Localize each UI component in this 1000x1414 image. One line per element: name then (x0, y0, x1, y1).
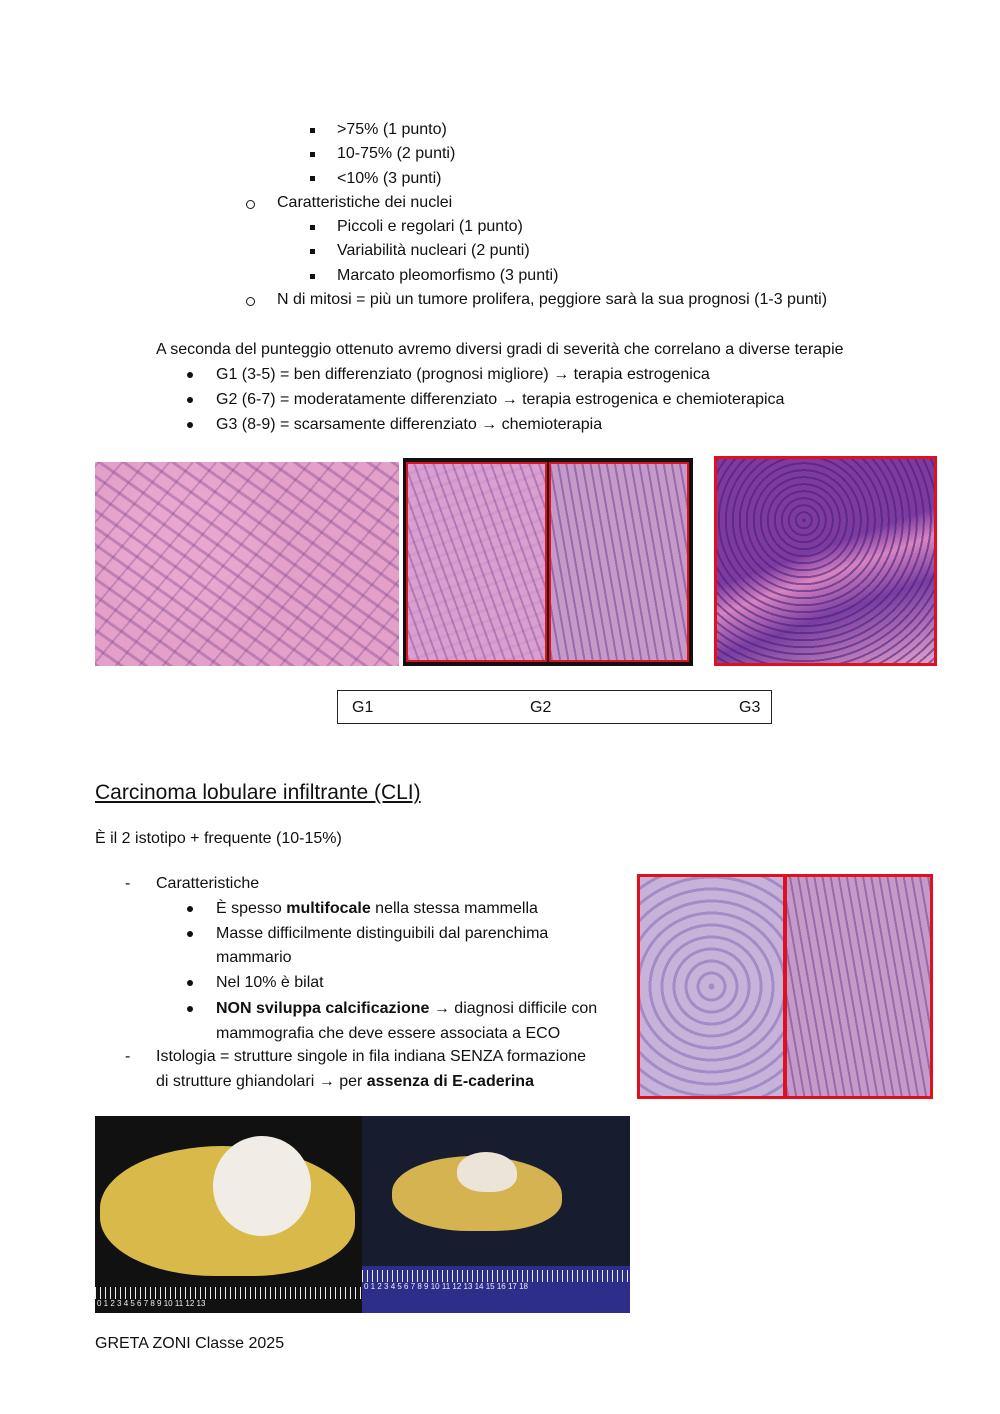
bullet-dot (187, 422, 193, 428)
ruler-numbers-left: 0 1 2 3 4 5 6 7 8 9 10 11 12 13 (97, 1299, 206, 1308)
severity-g2: G2 (6-7) = moderatamente differenziato → terapia estrogenica e chemioterapica (216, 391, 785, 408)
bullet-square (310, 152, 315, 157)
grade-labels-box (337, 690, 772, 724)
bullet-dot (187, 397, 193, 403)
nuclei-item-2: Variabilità nucleari (2 punti) (337, 242, 530, 259)
cli-intro: È il 2 istotipo + frequente (10-15%) (95, 830, 342, 847)
histology-cli-image (637, 874, 933, 1099)
histology-g1-image (95, 462, 399, 666)
bullet-dot (187, 1006, 193, 1012)
grade-label-g1: G1 (352, 699, 374, 716)
bullet-circle (246, 200, 255, 209)
bullet-square (310, 274, 315, 279)
nuclei-item-3: Marcato pleomorfismo (3 punti) (337, 267, 559, 284)
bullet-square (310, 225, 315, 230)
istologia-l1: Istologia = strutture singole in fila indiana SENZA formazione (156, 1048, 587, 1065)
gross-specimen-left-image (95, 1116, 362, 1313)
cli-bullet-masse-l1: Masse difficilmente distinguibili dal parenchima (216, 925, 549, 942)
bullet-circle (246, 297, 255, 306)
bullet-dot (187, 980, 193, 986)
cli-bullet-masse-l2: mammario (216, 949, 292, 966)
grade-label-g3: G3 (739, 699, 761, 716)
severity-g3: G3 (8-9) = scarsamente differenziato → chemioterapia (216, 416, 603, 433)
histology-g2-image (403, 458, 693, 666)
bullet-dot (187, 931, 193, 937)
cli-bullet-bilat: Nel 10% è bilat (216, 974, 324, 991)
percent-item-1: >75% (1 punto) (337, 121, 447, 138)
bullet-dot (187, 906, 193, 912)
severity-g1: G1 (3-5) = ben differenziato (prognosi migliore) → terapia estrogenica (216, 366, 710, 383)
istologia-l2: di strutture ghiandolari → per assenza di E-caderina (156, 1073, 534, 1090)
bullet-square (310, 128, 315, 133)
cli-bullet-calcificazione-l2: mammografia che deve essere associata a ECO (216, 1025, 561, 1042)
ruler-numbers-right: 0 1 2 3 4 5 6 7 8 9 10 11 12 13 14 15 16 17 18 (364, 1282, 528, 1291)
bullet-dot (187, 372, 193, 378)
bullet-square (310, 176, 315, 181)
percent-item-2: 10-75% (2 punti) (337, 145, 456, 162)
grade-label-g2: G2 (530, 699, 552, 716)
nuclei-title: Caratteristiche dei nuclei (277, 194, 453, 211)
footer-author: GRETA ZONI Classe 2025 (95, 1335, 285, 1352)
cli-bullet-calcificazione-l1: NON sviluppa calcificazione → diagnosi difficile con (216, 1000, 598, 1017)
cli-bullet-multifocale: È spesso multifocale nella stessa mammella (216, 900, 538, 917)
severity-intro: A seconda del punteggio ottenuto avremo diversi gradi di severità che correlano a diverse terapie (156, 341, 844, 358)
mitosi-item: N di mitosi = più un tumore prolifera, peggiore sarà la sua prognosi (1-3 punti) (277, 291, 828, 308)
gross-specimen-right-image (362, 1116, 630, 1313)
dash-bullet: - (125, 1048, 131, 1065)
percent-item-3: <10% (3 punti) (337, 170, 442, 187)
histology-g3-image (714, 456, 937, 666)
nuclei-item-1: Piccoli e regolari (1 punto) (337, 218, 523, 235)
caratteristiche-label: Caratteristiche (156, 875, 260, 892)
cli-heading: Carcinoma lobulare infiltrante (CLI) (95, 781, 421, 804)
dash-bullet: - (125, 875, 131, 892)
bullet-square (310, 249, 315, 254)
